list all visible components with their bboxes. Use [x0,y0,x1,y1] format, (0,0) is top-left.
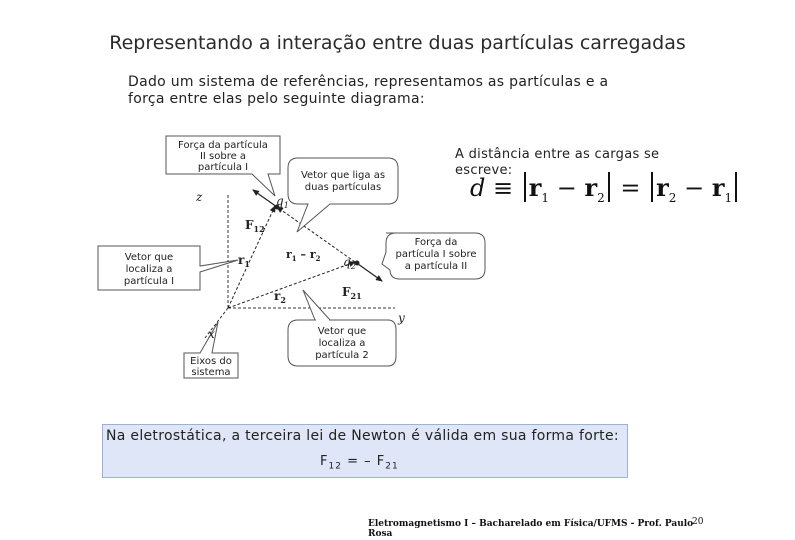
svg-text:Vetor que: Vetor que [124,252,174,263]
q1-label: $q_1$ [276,194,289,210]
page-number: 20 [692,517,704,527]
svg-text:partícula 2: partícula 2 [315,350,369,361]
y-axis-label: y [398,311,405,325]
svg-text:Força da partícula: Força da partícula [178,140,268,151]
callout-force-on-1 [166,136,280,196]
distance-text: A distância entre as cargas se escreve: [455,147,660,178]
intro-text: Dado um sistema de referências, representamos as partículas e a força entre elas pelo seguinte diagrama: [128,74,609,107]
svg-text:partícula I: partícula I [123,276,175,287]
F21-force-arrow [358,264,382,281]
distance-formula: $d \equiv r_1 - r_2 = r_2 - r_1$ [470,172,740,205]
svg-text:Força da: Força da [414,237,458,248]
F12-label: $F_{12}$ [245,218,265,234]
svg-text:localiza a: localiza a [318,338,366,349]
svg-text:Eixos do: Eixos do [190,356,232,367]
callout-link-vector [288,158,398,232]
svg-text:Vetor que liga as: Vetor que liga as [300,170,386,181]
r1-minus-r2-label: $r_1 - r_2$ [286,248,321,263]
newton-law-equation: $F_{12}$ = – $F_{21}$ [320,454,399,472]
slide-title: Representando a interação entre duas partículas carregadas [109,32,686,54]
newton-law-text: Na eletrostática, a terceira lei de Newton é válida em sua forma forte: [106,428,619,444]
q2-label: $q_2$ [343,255,356,271]
callout-force-on-2 [382,233,485,279]
F21-label: $F_{21}$ [342,285,362,301]
svg-text:II sobre a: II sobre a [199,151,247,162]
svg-text:a partícula II: a partícula II [404,261,468,272]
footer-text: Eletromagnetismo I – Bacharelado em Física/UFMS - Prof. Paulo Rosa [368,519,694,539]
svg-text:Vetor que: Vetor que [317,326,367,337]
svg-text:duas partículas: duas partículas [304,182,382,193]
svg-text:sistema: sistema [191,367,231,378]
r2-label: $r_2$ [274,289,286,305]
z-axis-label: z [196,190,203,204]
x-axis-label: x [208,327,215,341]
svg-text:partícula I sobre: partícula I sobre [395,249,477,260]
callout-vector-2 [288,290,396,366]
callout-vector-1 [98,246,238,290]
svg-text:partícula I: partícula I [197,162,249,173]
svg-text:localiza a: localiza a [125,264,173,275]
r1-label: $r_1$ [238,253,250,269]
